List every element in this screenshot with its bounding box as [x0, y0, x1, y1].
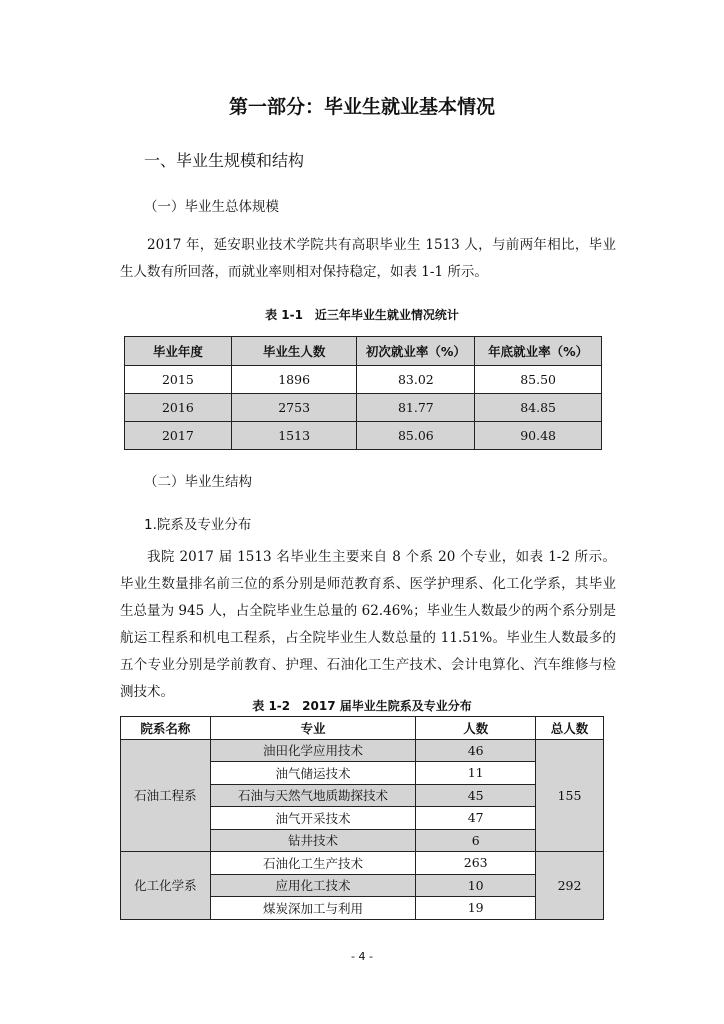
- table-cell: 90.48: [475, 422, 602, 450]
- dept-major-table: [120, 716, 604, 920]
- major-cell: 石油与天然气地质勘探技术: [210, 784, 416, 807]
- column-header: 总人数: [536, 717, 604, 740]
- column-header: 毕业生人数: [231, 337, 357, 366]
- major-cell: 油气开采技术: [210, 807, 416, 830]
- table-row: [121, 739, 604, 762]
- table-cell: 85.06: [357, 422, 475, 450]
- major-cell: 油气储运技术: [210, 762, 416, 785]
- table-header-row: [121, 717, 604, 740]
- count-cell: 11: [416, 762, 536, 785]
- employment-stats-table: [124, 336, 602, 450]
- table-cell: 1896: [231, 366, 357, 394]
- table-row: [121, 852, 604, 875]
- dept-cell: 化工化学系: [121, 852, 211, 920]
- total-cell: 292: [536, 852, 604, 920]
- table-cell: 2017: [125, 422, 232, 450]
- table-row: [125, 366, 602, 394]
- table-cell: 2015: [125, 366, 232, 394]
- column-header: 院系名称: [121, 717, 211, 740]
- subheading-dept-distribution: 1.院系及专业分布: [144, 517, 252, 533]
- dept-cell: 石油工程系: [121, 739, 211, 852]
- count-cell: 10: [416, 874, 536, 897]
- column-header: 毕业年度: [125, 337, 232, 366]
- column-header: 年底就业率（%）: [475, 337, 602, 366]
- major-cell: 钻井技术: [210, 829, 416, 852]
- table-cell: 84.85: [475, 394, 602, 422]
- table1-caption: 表 1-1 近三年毕业生就业情况统计: [265, 308, 459, 322]
- page-number: - 4 -: [351, 950, 373, 963]
- total-cell: 155: [536, 739, 604, 852]
- count-cell: 263: [416, 852, 536, 875]
- table-row: [125, 394, 602, 422]
- table2-caption: 表 1-2 2017 届毕业生院系及专业分布: [252, 699, 472, 713]
- count-cell: 45: [416, 784, 536, 807]
- count-cell: 46: [416, 739, 536, 762]
- table-cell: 2753: [231, 394, 357, 422]
- table-cell: 83.02: [357, 366, 475, 394]
- table-cell: 2016: [125, 394, 232, 422]
- table-cell: 85.50: [475, 366, 602, 394]
- major-cell: 煤炭深加工与利用: [210, 897, 416, 920]
- paragraph-scale: 2017 年，延安职业技术学院共有高职毕业生 1513 人，与前两年相比，毕业生人数有所回落，而就业率则相对保持稳定，如表 1-1 所示。: [120, 237, 616, 280]
- count-cell: 6: [416, 829, 536, 852]
- count-cell: 47: [416, 807, 536, 830]
- column-header: 专业: [210, 717, 416, 740]
- table-header-row: [125, 337, 602, 366]
- subsection-heading-scale: （一）毕业生总体规模: [144, 199, 279, 215]
- table-cell: 1513: [231, 422, 357, 450]
- paragraph-distribution: 我院 2017 届 1513 名毕业生主要来自 8 个系 20 个专业，如表 1-2 所示。毕业生数量排名前三位的系分别是师范教育系、医学护理系、化工化学系，其毕业生总量为 945 人，占全院毕业生总量的 62.46%；毕业生人数最少的两个系分别是航运工程系和机电工程系，占全院毕业生人数总量的 11.51%。毕业生人数最多的五个专业分别是学前教育、护理、石油化工生产技术、会计电算化、汽车维修与检测技术。: [120, 549, 616, 700]
- page-title: 第一部分：毕业生就业基本情况: [228, 96, 495, 118]
- section-heading: 一、毕业生规模和结构: [144, 151, 305, 170]
- major-cell: 石油化工生产技术: [210, 852, 416, 875]
- major-cell: 油田化学应用技术: [210, 739, 416, 762]
- column-header: 人数: [416, 717, 536, 740]
- subsection-heading-structure: （二）毕业生结构: [144, 474, 252, 490]
- table-row: [125, 422, 602, 450]
- table-cell: 81.77: [357, 394, 475, 422]
- count-cell: 19: [416, 897, 536, 920]
- column-header: 初次就业率（%）: [357, 337, 475, 366]
- major-cell: 应用化工技术: [210, 874, 416, 897]
